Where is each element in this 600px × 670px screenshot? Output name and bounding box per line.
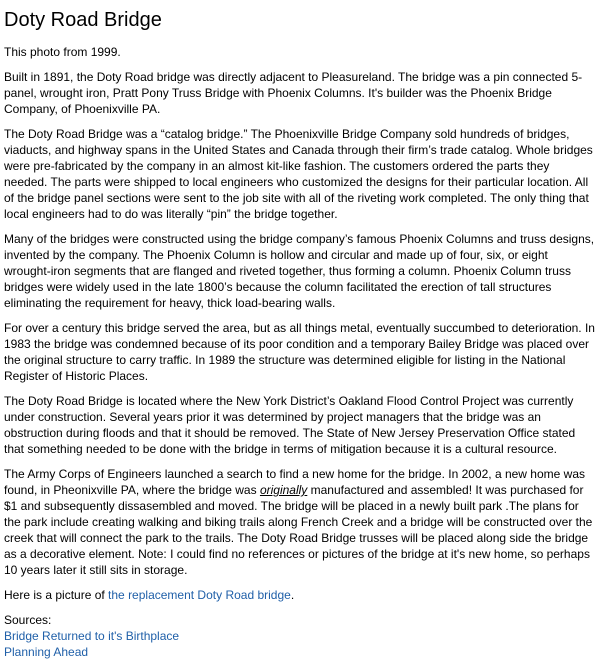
- sources-label: Sources:: [4, 613, 52, 627]
- replacement-bridge-link[interactable]: the replacement Doty Road bridge: [108, 588, 291, 602]
- paragraph-history: Built in 1891, the Doty Road bridge was directly adjacent to Pleasureland. The bridge was a pin connected 5-panel, wrought iron, Pratt Pony Truss Bridge with Phoenix Columns. It's builder was the Phoenix Bridge Company, of Phoenixville PA.: [4, 70, 583, 116]
- source-link-birthplace[interactable]: Bridge Returned to it's Birthplace: [4, 629, 180, 643]
- photo-caption: This photo from 1999.: [4, 45, 121, 59]
- paragraph-picture-link: [4, 587, 596, 603]
- originally-emphasis: originally: [259, 483, 308, 497]
- paragraph-new-home: [4, 466, 596, 578]
- picture-suffix: .: [290, 588, 295, 602]
- new-home-text-end: manufactured and assembled! It was purchased for $1 and subsequently dissasembled and moved. The bridge will be placed in a newly built park .The plans for the park include creating walking and biking trails along French Creek and a bridge will be constructed over the creek that will connect the park to the trails. The Doty Road Bridge trusses will be placed along side the bridge as a decorative element. Note: I could find no references or pictures of the bridge at it's new home, so perhaps 10 years later it still sits in storage.: [4, 483, 593, 577]
- paragraph-phoenix-columns: Many of the bridges were constructed using the bridge company’s famous Phoenix Columns and truss designs, invented by the company. The Phoenix Column is hollow and circular and made up of four, six, or eight wrought-iron segments that are flanged and riveted together, thus forming a column. Phoenix Column truss bridges were widely used in the late 1800’s because the column facilitated the erection of tall structures eliminating the requirement for heavy, thick load-bearing walls.: [4, 232, 595, 310]
- paragraph-flood-control: The Doty Road Bridge is located where the New York District’s Oakland Flood Control Project was currently under construction. Several years prior it was determined by project managers that the bridge was an obstruction during floods and that it should be removed. The State of New Jersey Preservation Office stated that something needed to be done with the bridge in terms of mitigation because it is a cultural resource.: [4, 394, 576, 456]
- paragraph-deterioration: For over a century this bridge served the area, but as all things metal, eventually succumbed to deterioration. In 1983 the bridge was condemned because of its poor condition and a temporary Bailey Bridge was placed over the original structure to carry traffic. In 1989 the structure was determined eligible for listing in the National Register of Historic Places.: [4, 321, 595, 383]
- sources-list: [4, 628, 596, 660]
- source-link-planning-ahead[interactable]: Planning Ahead: [4, 645, 89, 659]
- paragraph-catalog-bridge: The Doty Road Bridge was a “catalog bridge.” The Phoenixville Bridge Company sold hundreds of bridges, viaducts, and highway spans in the United States and Canada through their firm’s trade catalog. Whole bridges were pre-fabricated by the company in an almost kit-like fashion. The customers ordered the parts they needed. The parts were shipped to local engineers who customized the designs for their particular location. All of the bridge panel sections were sent to the job site with all of the riveting work completed. The only thing that local engineers had to do was literally “pin” the bridge together.: [4, 127, 593, 221]
- page-title: Doty Road Bridge: [4, 9, 162, 31]
- picture-prefix: Here is a picture of: [4, 588, 109, 602]
- new-home-text-start: The Army Corps of Engineers launched a search to find a new home for the bridge. In 2002, a new home was found, in Pheonixville PA, where the bridge was: [4, 467, 585, 497]
